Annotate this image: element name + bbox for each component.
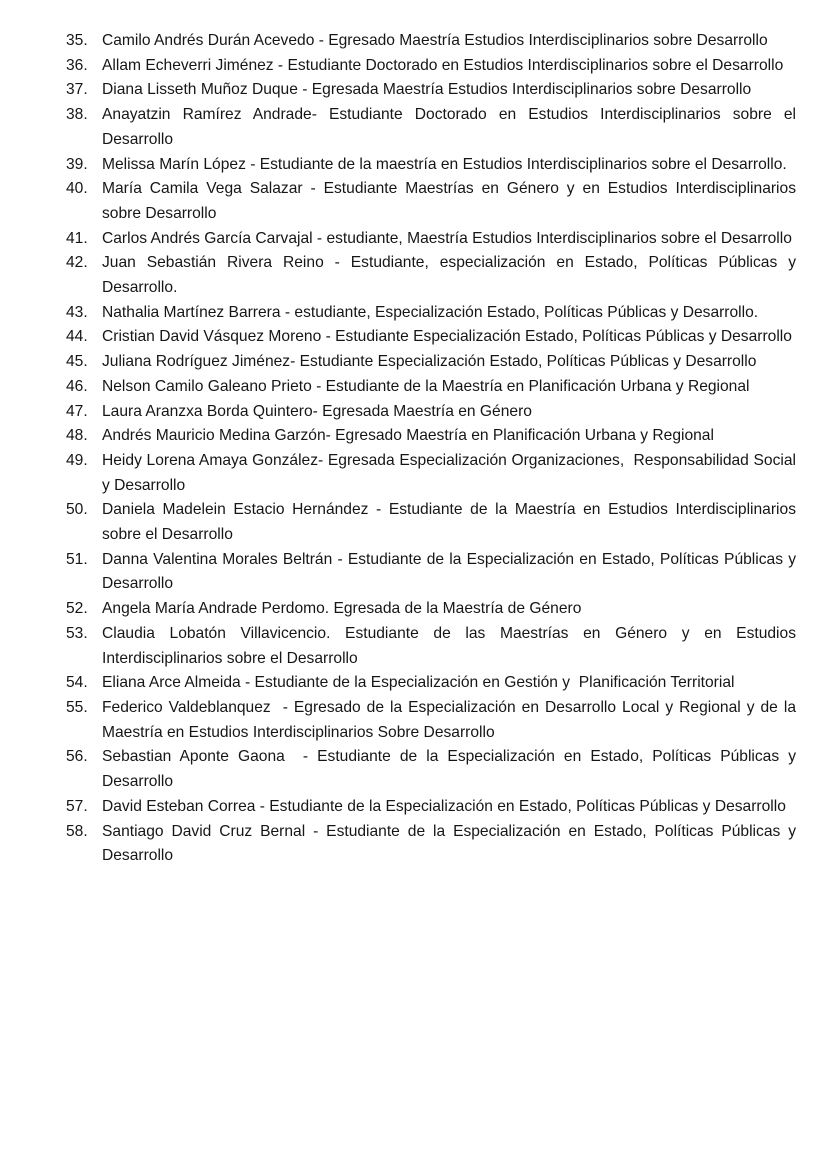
list-number: 51. <box>66 550 88 568</box>
list-number: 37. <box>66 81 88 99</box>
list-text: Claudia Lobatón Villavicencio. Estudiante de las Maestrías en Género y en Estudios Interdisciplinarios sobre el Desarrollo <box>102 624 801 667</box>
list-text: Cristian David Vásquez Moreno - Estudiante Especialización Estado, Políticas Públicas y Desarrollo <box>102 328 792 346</box>
list-number: 55. <box>66 698 88 716</box>
list-item <box>66 820 801 869</box>
list-number: 35. <box>66 32 88 49</box>
list-text: Andrés Mauricio Medina Garzón- Egresado Maestría en Planificación Urbana y Regional <box>102 427 714 445</box>
list-number: 54. <box>66 674 88 692</box>
list-item <box>66 597 796 622</box>
list-item <box>66 498 801 547</box>
list-item <box>66 548 801 597</box>
list-text: Federico Valdeblanquez - Egresado de la Especialización en Desarrollo Local y Regional y de la Maestría en Estudios Interdisciplinarios Sobre Desarrollo <box>102 698 801 741</box>
list-number: 45. <box>66 353 88 371</box>
list-item <box>66 795 796 820</box>
list-number: 49. <box>66 451 88 469</box>
list-text: Daniela Madelein Estacio Hernández - Estudiante de la Maestría en Estudios Interdisciplinarios sobre el Desarrollo <box>102 501 801 544</box>
list-item <box>66 177 801 226</box>
list-item <box>66 449 801 498</box>
list-text: Allam Echeverri Jiménez - Estudiante Doctorado en Estudios Interdisciplinarios sobre el Desarrollo <box>102 56 784 74</box>
list-text: Melissa Marín López - Estudiante de la maestría en Estudios Interdisciplinarios sobre el Desarrollo. <box>102 155 787 173</box>
list-number: 47. <box>66 402 88 420</box>
list-number: 41. <box>66 229 88 247</box>
list-number: 57. <box>66 797 88 815</box>
list-item <box>66 622 801 671</box>
list-text: Juliana Rodríguez Jiménez- Estudiante Especialización Estado, Políticas Públicas y Desarrollo <box>102 353 757 371</box>
list-item <box>66 54 796 79</box>
list-number: 52. <box>66 600 88 618</box>
list-text: María Camila Vega Salazar - Estudiante Maestrías en Género y en Estudios Interdisciplinarios sobre Desarrollo <box>102 180 801 222</box>
list-number: 56. <box>66 748 88 766</box>
list-number: 44. <box>66 328 88 346</box>
list-item <box>66 251 801 300</box>
list-number: 58. <box>66 822 88 840</box>
list-text: David Esteban Correa - Estudiante de la Especialización en Estado, Políticas Públicas y Desarrollo <box>102 797 786 815</box>
list-number: 53. <box>66 624 88 642</box>
list-item <box>66 78 796 103</box>
list-text: Nelson Camilo Galeano Prieto - Estudiante de la Maestría en Planificación Urbana y Regional <box>102 377 750 395</box>
list-text: Angela María Andrade Perdomo. Egresada de la Maestría de Género <box>102 600 582 618</box>
list-number: 36. <box>66 56 88 74</box>
list-item <box>66 350 796 375</box>
list-item <box>66 301 796 326</box>
list-number: 42. <box>66 254 88 272</box>
list-item <box>66 153 796 178</box>
signatory-list <box>66 29 801 869</box>
list-number: 43. <box>66 303 88 321</box>
list-item <box>66 29 796 54</box>
list-text: Sebastian Aponte Gaona - Estudiante de la Especialización en Estado, Políticas Públicas y Desarrollo <box>102 748 801 791</box>
list-item <box>66 325 796 350</box>
list-number: 39. <box>66 155 88 173</box>
list-item <box>66 696 801 745</box>
list-number: 50. <box>66 501 88 519</box>
list-item <box>66 400 796 425</box>
list-number: 38. <box>66 106 88 124</box>
list-text: Danna Valentina Morales Beltrán - Estudiante de la Especialización en Estado, Políticas Públicas y Desarrollo <box>102 550 801 593</box>
list-item <box>66 424 796 449</box>
list-text: Laura Aranzxa Borda Quintero- Egresada Maestría en Género <box>102 402 532 420</box>
list-item <box>66 671 796 696</box>
list-number: 46. <box>66 377 88 395</box>
list-text: Anayatzin Ramírez Andrade- Estudiante Doctorado en Estudios Interdisciplinarios sobre el Desarrollo <box>102 106 801 148</box>
list-text: Nathalia Martínez Barrera - estudiante, Especialización Estado, Políticas Públicas y Desarrollo. <box>102 303 759 321</box>
list-text: Diana Lisseth Muñoz Duque - Egresada Maestría Estudios Interdisciplinarios sobre Desarrollo <box>102 81 752 99</box>
list-number: 40. <box>66 180 88 198</box>
list-number: 48. <box>66 427 88 445</box>
list-item <box>66 227 796 252</box>
list-text: Santiago David Cruz Bernal - Estudiante de la Especialización en Estado, Políticas Públicas y Desarrollo <box>102 822 801 865</box>
list-text: Carlos Andrés García Carvajal - estudiante, Maestría Estudios Interdisciplinarios sobre el Desarrollo <box>102 229 792 247</box>
list-item <box>66 745 801 794</box>
list-text: Eliana Arce Almeida - Estudiante de la Especialización en Gestión y Planificación Territorial <box>102 674 735 692</box>
list-text: Camilo Andrés Durán Acevedo - Egresado Maestría Estudios Interdisciplinarios sobre Desarrollo <box>102 32 768 49</box>
list-item <box>66 103 801 152</box>
list-text: Juan Sebastián Rivera Reino - Estudiante, especialización en Estado, Políticas Públicas y Desarrollo. <box>102 254 801 297</box>
list-item <box>66 375 796 400</box>
list-text: Heidy Lorena Amaya González- Egresada Especialización Organizaciones, Responsabilidad Social y Desarrollo <box>102 451 801 494</box>
